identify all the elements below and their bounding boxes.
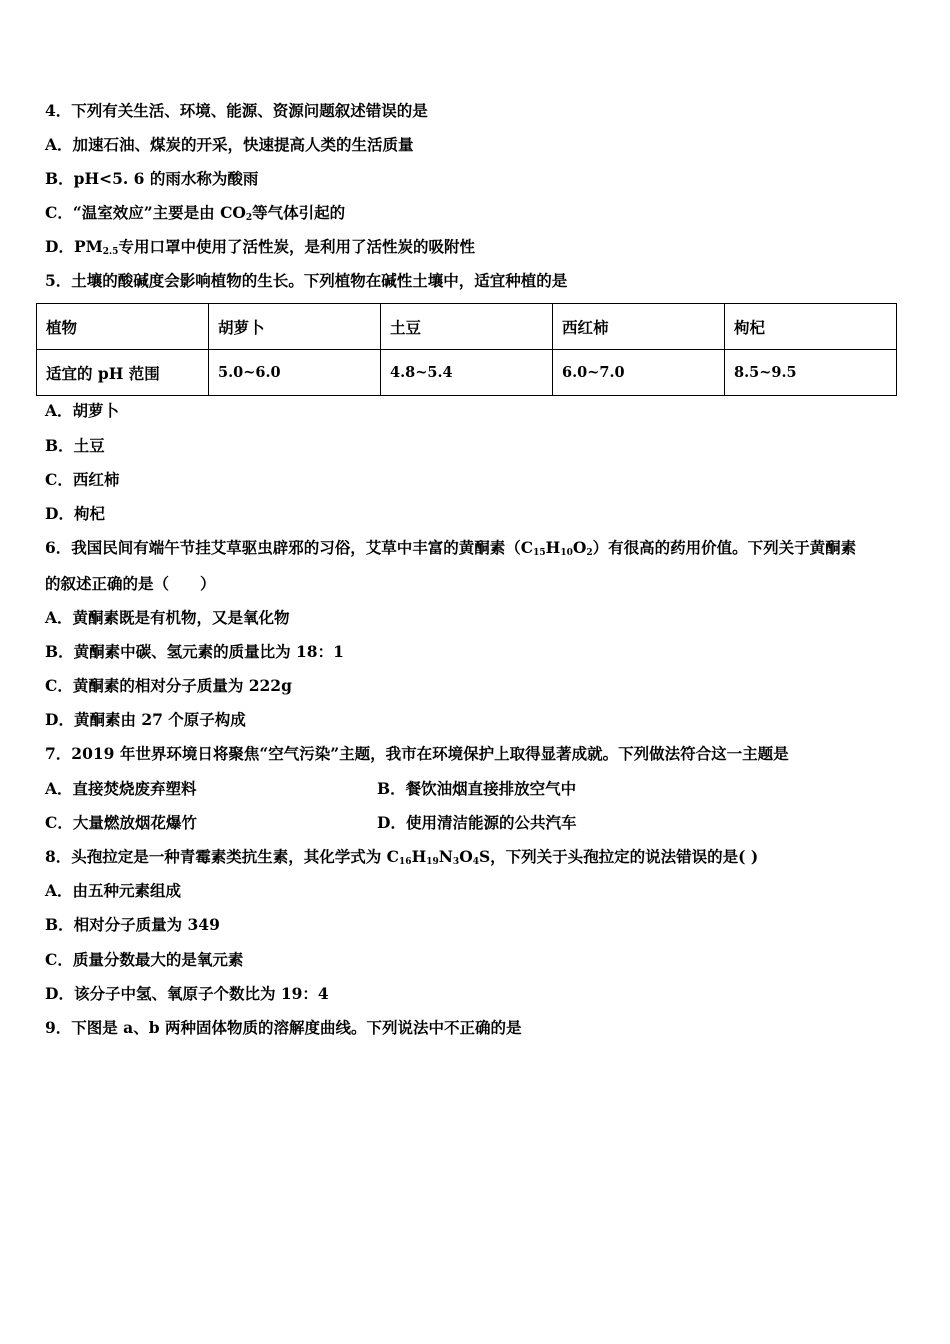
q6-formula-h: H [545, 538, 561, 557]
q8-option-b: B．相对分子质量为 349 [45, 915, 220, 934]
q7-option-d: D．使用清洁能源的公共汽车 [377, 813, 577, 832]
ph-table-header-row [37, 304, 897, 350]
q6-stem-text-2: ）有很高的药用价值。下列关于黄酮素 [592, 538, 857, 557]
q7-stem: 7．2019 年世界环境日将聚焦“空气污染”主题，我市在环境保护上取得显著成就。下列做法符合这一主题是 [45, 744, 789, 763]
table-cell: 6.0~7.0 [553, 350, 725, 396]
q6-formula-o: O [572, 538, 587, 557]
table-cell: 8.5~9.5 [725, 350, 897, 396]
q8-subscript-1: 16 [399, 857, 412, 867]
q7-option-b: B．餐饮油烟直接排放空气中 [377, 779, 577, 798]
ph-table-value-row [37, 350, 897, 396]
q4-stem: 4．下列有关生活、环境、能源、资源问题叙述错误的是 [45, 101, 428, 120]
table-cell: 枸杞 [725, 304, 897, 350]
q5-option-b: B．土豆 [45, 436, 105, 455]
q8-subscript-3: 3 [452, 857, 460, 867]
q6-stem-line-1 [45, 538, 856, 563]
q6-option-b: B．黄酮素中碳、氢元素的质量比为 18：1 [45, 642, 344, 661]
q6-subscript-3: 2 [586, 548, 593, 558]
q9-stem: 9．下图是 a、b 两种固体物质的溶解度曲线。下列说法中不正确的是 [45, 1018, 522, 1037]
ph-table [36, 303, 897, 396]
q8-formula-o: O [459, 847, 473, 866]
table-cell: 植物 [37, 304, 209, 350]
q7-option-c: C．大量燃放烟花爆竹 [45, 813, 197, 832]
q6-subscript-1: 15 [533, 548, 546, 558]
q4-option-b: B．pH<5. 6 的雨水称为酸雨 [45, 169, 259, 188]
q8-option-a: A．由五种元素组成 [45, 881, 182, 900]
q4-d-text-2: 专用口罩中使用了活性炭，是利用了活性炭的吸附性 [118, 237, 475, 256]
q6-stem-line-2: 的叙述正确的是（ ） [45, 574, 216, 593]
q8-option-c: C．质量分数最大的是氧元素 [45, 950, 244, 969]
table-cell: 土豆 [381, 304, 553, 350]
q6-option-d: D．黄酮素由 27 个原子构成 [45, 710, 246, 729]
table-cell: 5.0~6.0 [209, 350, 381, 396]
q7-option-a: A．直接焚烧废弃塑料 [45, 779, 197, 798]
q8-stem [45, 847, 758, 872]
q8-formula-n: N [438, 847, 453, 866]
q8-stem-text-2: S，下列关于头孢拉定的说法错误的是( ) [478, 847, 759, 866]
q4-option-d [45, 237, 475, 262]
q5-option-a: A．胡萝卜 [45, 401, 120, 420]
table-cell: 胡萝卜 [209, 304, 381, 350]
q6-subscript-2: 10 [560, 548, 573, 558]
q4-option-c [45, 203, 345, 228]
q8-subscript-4: 4 [472, 857, 479, 867]
q5-stem: 5．土壤的酸碱度会影响植物的生长。下列植物在碱性土壤中，适宜种植的是 [45, 271, 568, 290]
table-cell: 4.8~5.4 [381, 350, 553, 396]
table-cell: 适宜的 pH 范围 [37, 350, 209, 396]
q8-stem-text-1: 8．头孢拉定是一种青霉素类抗生素，其化学式为 C [45, 847, 400, 866]
q5-option-c: C．西红柿 [45, 470, 120, 489]
q4-d-subscript: 2.5 [102, 247, 119, 257]
q8-option-d: D．该分子中氢、氧原子个数比为 19：4 [45, 984, 329, 1003]
q8-formula-h: H [411, 847, 427, 866]
q6-option-a: A．黄酮素既是有机物，又是氧化物 [45, 608, 290, 627]
q4-c-text-2: 等气体引起的 [252, 203, 346, 222]
table-cell: 西红柿 [553, 304, 725, 350]
q8-subscript-2: 19 [426, 857, 439, 867]
q4-d-text-1: D．PM [45, 237, 103, 256]
q6-option-c: C．黄酮素的相对分子质量为 222g [45, 676, 292, 695]
q5-option-d: D．枸杞 [45, 504, 105, 523]
q4-c-subscript: 2 [245, 213, 253, 223]
q4-c-text-1: C．“温室效应”主要是由 CO [45, 203, 246, 222]
q6-stem-text-1: 6．我国民间有端午节挂艾草驱虫辟邪的习俗，艾草中丰富的黄酮素（C [45, 538, 534, 557]
q4-option-a: A．加速石油、煤炭的开采，快速提高人类的生活质量 [45, 135, 414, 154]
